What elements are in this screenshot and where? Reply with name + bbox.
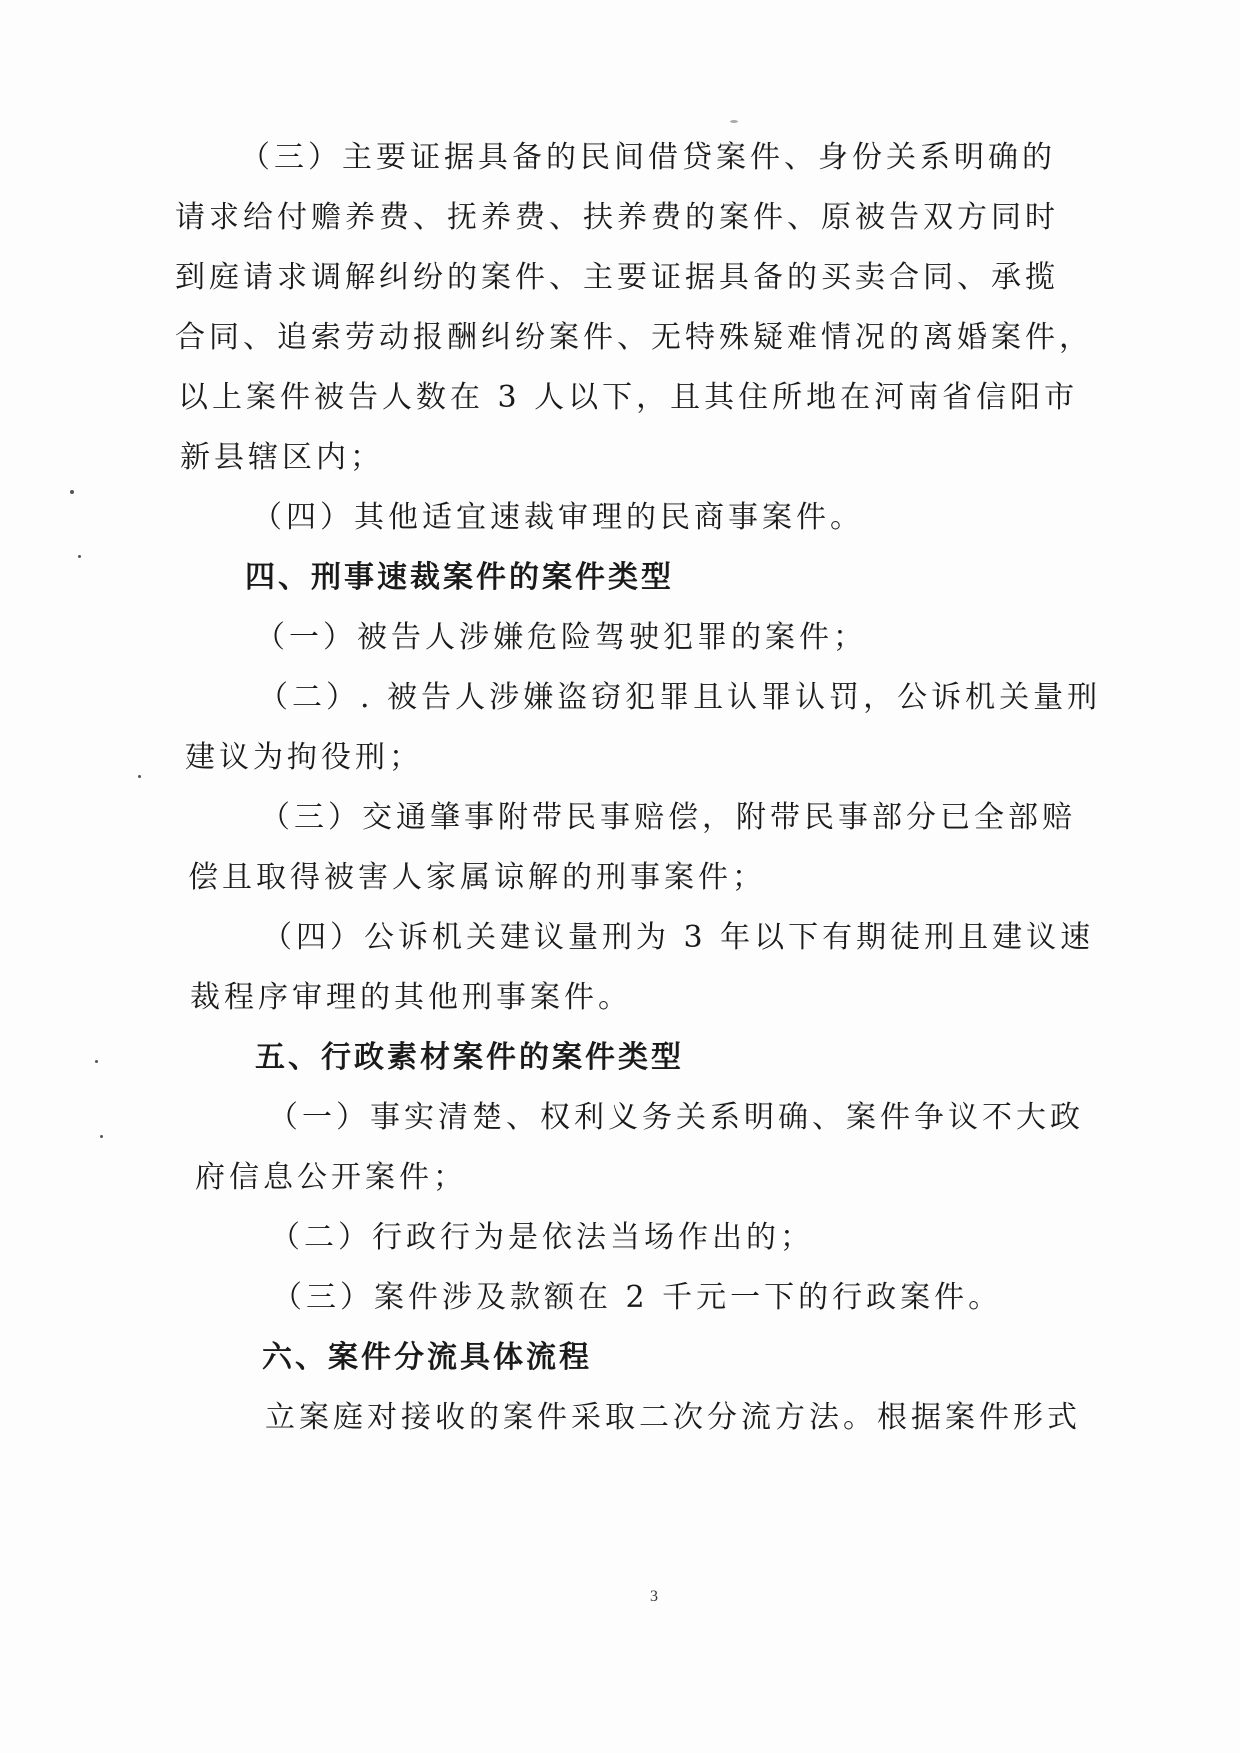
paragraph-line: （二）. 被告人涉嫌盗窃犯罪且认罪认罚，公诉机关量刑	[258, 680, 1102, 715]
paragraph-line: 合同、追索劳动报酬纠纷案件、无特殊疑难情况的离婚案件，	[175, 320, 1093, 355]
paragraph-line: （一）被告人涉嫌危险驾驶犯罪的案件；	[255, 620, 867, 655]
scan-speck	[70, 490, 74, 494]
paragraph-line: 请求给付赡养费、抚养费、扶养费的案件、原被告双方同时	[175, 200, 1059, 235]
scan-speck	[138, 775, 141, 778]
paragraph-line: （二）行政行为是依法当场作出的；	[270, 1220, 814, 1255]
scan-speck	[730, 120, 738, 123]
paragraph-line: 偿且取得被害人家属谅解的刑事案件；	[188, 860, 766, 895]
paragraph-line: 裁程序审理的其他刑事案件。	[190, 980, 632, 1015]
paragraph-line: 到庭请求调解纠纷的案件、主要证据具备的买卖合同、承揽	[175, 260, 1059, 295]
paragraph-line: （三）主要证据具备的民间借贷案件、身份关系明确的	[240, 140, 1056, 175]
page-number: 3	[650, 1588, 658, 1605]
paragraph-line: 府信息公开案件；	[195, 1160, 467, 1195]
paragraph-line: （三）交通肇事附带民事赔偿，附带民事部分已全部赔	[260, 800, 1076, 835]
paragraph-line: （一）事实清楚、权利义务关系明确、案件争议不大政	[268, 1100, 1084, 1135]
paragraph-line: 以上案件被告人数在 3 人以下，且其住所地在河南省信阳市	[178, 380, 1079, 415]
scan-speck	[100, 1135, 103, 1138]
scan-speck	[78, 555, 81, 558]
section-heading: 五、行政素材案件的案件类型	[255, 1040, 684, 1075]
paragraph-line: 立案庭对接收的案件采取二次分流方法。根据案件形式	[265, 1400, 1081, 1435]
scan-speck	[95, 1060, 98, 1063]
section-heading: 四、刑事速裁案件的案件类型	[245, 560, 674, 595]
paragraph-line: （三）案件涉及款额在 2 千元一下的行政案件。	[272, 1280, 1003, 1315]
paragraph-line: （四）公诉机关建议量刑为 3 年以下有期徒刑且建议速	[262, 920, 1095, 955]
paragraph-line: 建议为拘役刑；	[185, 740, 423, 775]
section-heading: 六、案件分流具体流程	[262, 1340, 592, 1375]
paragraph-line: 新县辖区内；	[180, 440, 384, 475]
paragraph-line: （四）其他适宜速裁审理的民商事案件。	[252, 500, 864, 535]
